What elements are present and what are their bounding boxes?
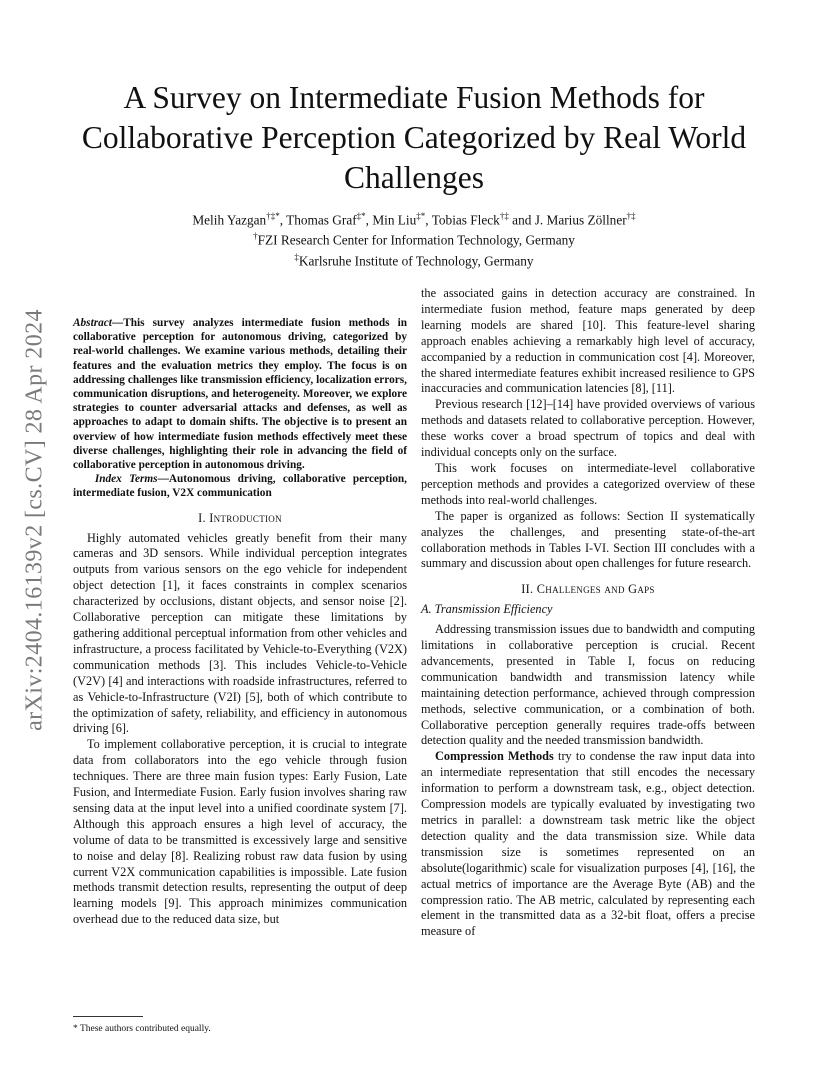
paragraph: The paper is organized as follows: Section II systematically analyzes the challenges, and presenting state-of-the-art collaboration methods in Tables I-VI. Section III concludes with a summary and discussion about open challenges for future research. (421, 508, 755, 571)
paragraph: the associated gains in detection accuracy are constrained. In intermediate fusion method, feature maps generated by deep learning models are shared [10]. This feature-level sharing approach enables achieving a remarkably high level of accuracy, accompanied by a reduction in communication cost [4]. Moreover, the shared intermediate features exhibit increased resilience to GPS inaccuracies and communication latencies [8], [11]. (421, 286, 755, 396)
section-heading-introduction: I. Introduction (198, 510, 282, 525)
arxiv-stamp: arXiv:2404.16139v2 [cs.CV] 28 Apr 2024 (21, 309, 48, 731)
paragraph: To implement collaborative perception, it is crucial to integrate data from collaborators into the ego vehicle through fusion techniques. There are three main fusion types: Early Fusion, Late Fusion, and Intermediate Fusion. Early fusion involves sharing raw sensing data at the input level into a unified coordinate system [7]. Although this approach ensures a high level of accuracy, the volume of data to be transmitted is excessively large and sensitive to noise and delay [8]. Realizing robust raw data fusion by using current V2X communication capabilities is impossible. Late fusion methods transmit detection results, representing the output of deep learning models [9]. This approach minimizes communication overhead due to the reduced data size, but (73, 737, 407, 927)
author-name: Min Liu (372, 212, 417, 228)
paper-title: A Survey on Intermediate Fusion Methods for Collaborative Perception Categorized by Real World Challenges (81, 80, 747, 195)
index-terms: Index Terms—Autonomous driving, collaborative perception, intermediate fusion, V2X communication (73, 473, 407, 500)
author-name: Thomas Graf (286, 212, 357, 228)
paragraph: This work focuses on intermediate-level collaborative perception methods and provides a categorized overview of these methods into real-world challenges. (421, 460, 755, 507)
paragraph: Compression Methods try to condense the raw input data into an intermediate representation that still encodes the necessary information to perform a downstream task, e.g., object detection. Compression models are typically evaluated by investigating two metrics in parallel: a downstream task metric like the object detection quality and the data transmission size. While data transmission size is sometimes represented on an absolute(logarithmic) scale for visualization purposes [4], [16], the actual metrics of importance are the Average Byte (AB) and the compression ratio. The AB metric, calculated by representing each element in the transmitted data as a 32-bit float, offers a precise measure of (421, 749, 756, 939)
section-heading-challenges: II. Challenges and Gaps (521, 582, 655, 597)
paragraph: Addressing transmission issues due to bandwidth and computing limitations in collaborative perception is crucial. Recent advancements, presented in Table I, focus on reducing communication bandwidth and transmission latency while maintaining detection performance, achieved through compression methods, selective communication, or a combination of both. Collaborative perception generally requires trade-offs between detection quality and the needed transmission bandwidth. (421, 622, 755, 748)
paragraph: Previous research [12]–[14] have provided overviews of various methods and datasets related to collaborative perception. However, these works cover a broad spectrum of topics and deal with individual concepts only on the surface. (421, 397, 755, 460)
left-column (73, 286, 407, 928)
footnote: * These authors contributed equally. (73, 1016, 407, 1035)
affiliation-2: ‡Karlsruhe Institute of Technology, Germany (294, 251, 534, 269)
right-column (421, 286, 755, 940)
abstract: Abstract—This survey analyzes intermediate fusion methods in collaborative perception for autonomous driving, categorized by real-world challenges. We examine various methods, detailing their features and the evaluation metrics they employ. The focus is on addressing challenges like transmission efficiency, localization errors, communication disruptions, and heterogeneity. Moreover, we explore strategies to counter adversarial attacks and defenses, as well as approaches to adapt to domain shifts. The objective is to present an overview of how intermediate fusion methods effectively meet these diverse challenges, highlighting their role in advancing the field of collaborative perception in autonomous driving. (73, 317, 407, 472)
author-name: Tobias Fleck (431, 212, 500, 228)
subsection-heading: A. Transmission Efficiency (421, 602, 553, 617)
author-name: Melih Yazgan (192, 212, 267, 228)
author-list: Melih Yazgan†‡*, Thomas Graf‡*, Min Liu‡*, Tobias Fleck†‡ and J. Marius Zöllner†‡ (192, 211, 636, 228)
affiliation-1: †FZI Research Center for Information Technology, Germany (253, 231, 575, 248)
author-block (80, 208, 748, 269)
author-name: J. Marius Zöllner (534, 212, 627, 228)
paragraph: Highly automated vehicles greatly benefit from their many cameras and 3D sensors. While individual perception integrates outputs from various sensors on the ego vehicle for independent object detection [1], it faces constraints in complex scenarios characterized by occlusions, distant objects, and sensor noise [2]. Collaborative perception can mitigate these limitations by gathering additional perceptual information from other vehicles and infrastructure, a process facilitated by Vehicle-to-Everything (V2X) communication methods [3]. This includes Vehicle-to-Vehicle (V2V) [4] and interactions with roadside infrastructures, referred to as Vehicle-to-Infrastructure (V2I) [5], both of which contribute to the optimization of safety, reliability, and efficiency in autonomous driving [6]. (73, 530, 407, 736)
